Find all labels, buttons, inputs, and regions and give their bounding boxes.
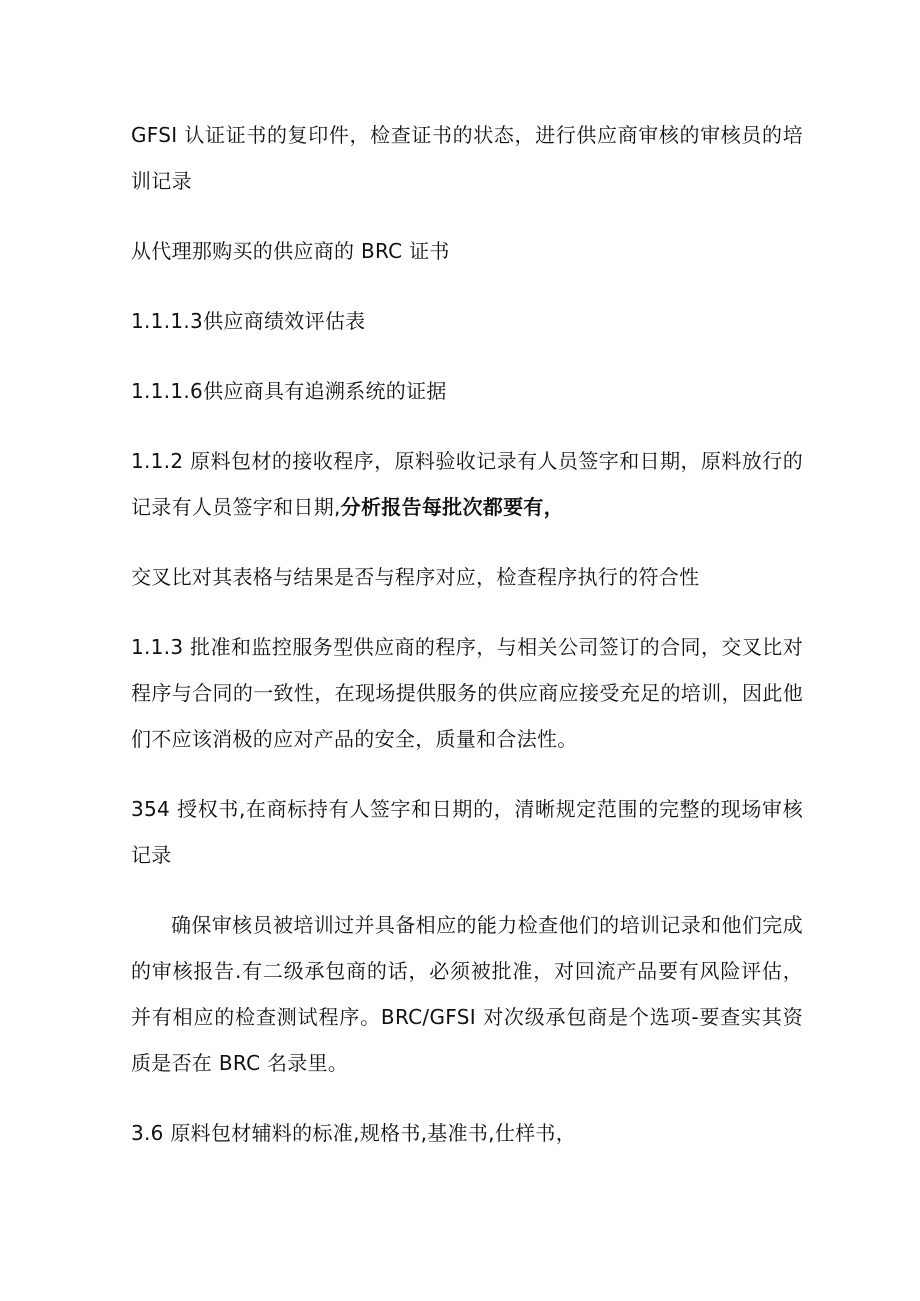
paragraph-cross-check: 交叉比对其表格与结果是否与程序对应，检查程序执行的符合性 [131,565,700,589]
paragraph-auditor-training: 确保审核员被培训过并具备相应的能力检查他们的培训记录和他们完成的审核报告.有二级承包商的话，必须被批准，对回流产品要有风险评估，并有相应的检查测试程序。BRC/GFSI 对次级承包商是个选项-要查实其资质是否在 BRC 名录里。 [131,913,803,1075]
document-body [131,112,803,1180]
paragraph-1-1-2 [131,438,803,530]
paragraph-1-1-1-6: 1.1.1.6供应商具有追溯系统的证据 [131,379,447,403]
paragraph-gfsi-certificate: GFSI 认证证书的复印件，检查证书的状态，进行供应商审核的审核员的培训记录 [131,123,803,193]
paragraph-1-1-2-bold-text: 分析报告每批次都要有， [340,495,564,519]
paragraph-1-1-3: 1.1.3 批准和监控服务型供应商的程序，与相关公司签订的合同，交叉比对程序与合同的一致性，在现场提供服务的供应商应接受充足的培训，因此他们不应该消极的应对产品的安全，质量和合法性。 [131,635,803,751]
paragraph-354-authorization: 354 授权书,在商标持有人签字和日期的，清晰规定范围的完整的现场审核记录 [131,797,803,867]
paragraph-agent-brc-certificate: 从代理那购买的供应商的 BRC 证书 [131,239,450,263]
paragraph-1-1-1-3: 1.1.1.3供应商绩效评估表 [131,309,366,333]
paragraph-1-1-2-text: 1.1.2 原料包材的接收程序，原料验收记录有人员签字和日期，原料放行的记录有人员签字和日期, [131,449,803,519]
paragraph-3-6: 3.6 原料包材辅料的标准,规格书,基准书,仕样书， [131,1121,577,1145]
